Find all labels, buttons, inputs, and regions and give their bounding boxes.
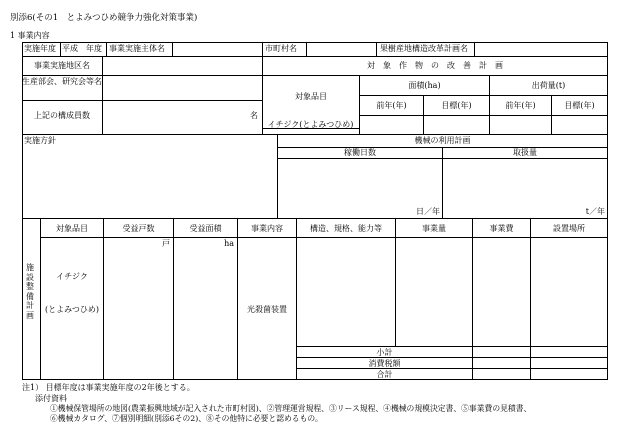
members-label: 上記の構成員数 (34, 111, 90, 120)
area-unit: ha (224, 239, 234, 248)
col-content: 事業内容 (251, 224, 283, 233)
city-label: 市町村名 (265, 44, 297, 53)
members-unit: 名 (250, 111, 258, 120)
attachments-line1: ①機械保管場所の地図(農業振興地域が記入された市町村図)、②管理運営規程、③リース規程、④機械の規模決定書、⑤事業費の見積書、 (50, 404, 532, 413)
policy-field[interactable] (23, 146, 276, 217)
days-unit: 日／年 (416, 207, 440, 216)
entity-field[interactable] (173, 43, 261, 55)
document-title: 別添6(その1 とよみつひめ競争力強化対策事業) (10, 13, 198, 23)
handling-label: 取扱量 (513, 148, 537, 157)
area-field[interactable] (103, 57, 261, 74)
subtotal-label: 小計 (376, 348, 393, 357)
plan-field[interactable] (475, 43, 606, 55)
reform-plan-header: 対 象 作 物 の 改 善 計 画 (367, 61, 503, 70)
total-label: 合計 (376, 370, 393, 379)
facility-content-value: 光殺菌装置 (247, 305, 287, 314)
facility-crop-line1: イチジク (56, 272, 88, 281)
crop-value: イチジク(とよみつひめ) (267, 120, 354, 129)
col-target-item: 対象品目 (56, 224, 88, 233)
target-item-label: 対象品目 (295, 92, 327, 101)
target-area: 目標(年) (441, 101, 472, 110)
tax-label: 消費税額 (368, 359, 401, 368)
target-shipment: 目標(年) (564, 101, 595, 110)
members-field[interactable] (103, 101, 261, 133)
year-label: 実施年度 (24, 44, 56, 53)
attachments-label: 添付資料 (35, 394, 67, 403)
handling-unit: t／年 (585, 207, 605, 216)
prev-year-area: 前年(年) (376, 101, 407, 110)
households-unit: 戸 (162, 239, 170, 248)
col-households: 受益戸数 (122, 224, 155, 233)
area-ha-label: 面積(ha) (408, 81, 441, 90)
facility-side-label: 施設整備計画 (26, 263, 34, 320)
group-field[interactable] (103, 76, 261, 99)
note-1: 注1） 目標年度は事業実施年度の2年後とする。 (22, 383, 195, 392)
group-label: 生産部会、研究会等名 (22, 77, 102, 86)
policy-label: 実施方針 (24, 136, 56, 145)
prev-year-shipment: 前年(年) (505, 101, 536, 110)
year-value: 平成 年度 (62, 44, 102, 53)
city-field[interactable] (307, 43, 375, 55)
col-location: 設置場所 (553, 224, 585, 233)
machine-plan-label: 機械の利用計画 (414, 136, 471, 145)
entity-label: 事業実施主体名 (109, 44, 165, 53)
col-quantity: 事業量 (422, 224, 446, 233)
section-heading: 1 事業内容 (10, 31, 50, 40)
area-label: 事業実施地区名 (34, 61, 90, 70)
operating-days-label: 稼働日数 (344, 148, 376, 157)
facility-crop-line2: (とよみつひめ) (44, 305, 100, 314)
col-cost: 事業費 (489, 224, 514, 233)
col-structure: 構造、規格、能力等 (310, 224, 382, 233)
shipment-label: 出荷量(t) (531, 81, 566, 90)
attachments-line2: ⑥機械カタログ、⑦個別明細(別添6その2)、⑧その他特に必要と認めるもの。 (50, 414, 323, 423)
plan-label: 果樹産地構造改革計画名 (380, 44, 468, 53)
col-area: 受益面積 (189, 224, 222, 233)
